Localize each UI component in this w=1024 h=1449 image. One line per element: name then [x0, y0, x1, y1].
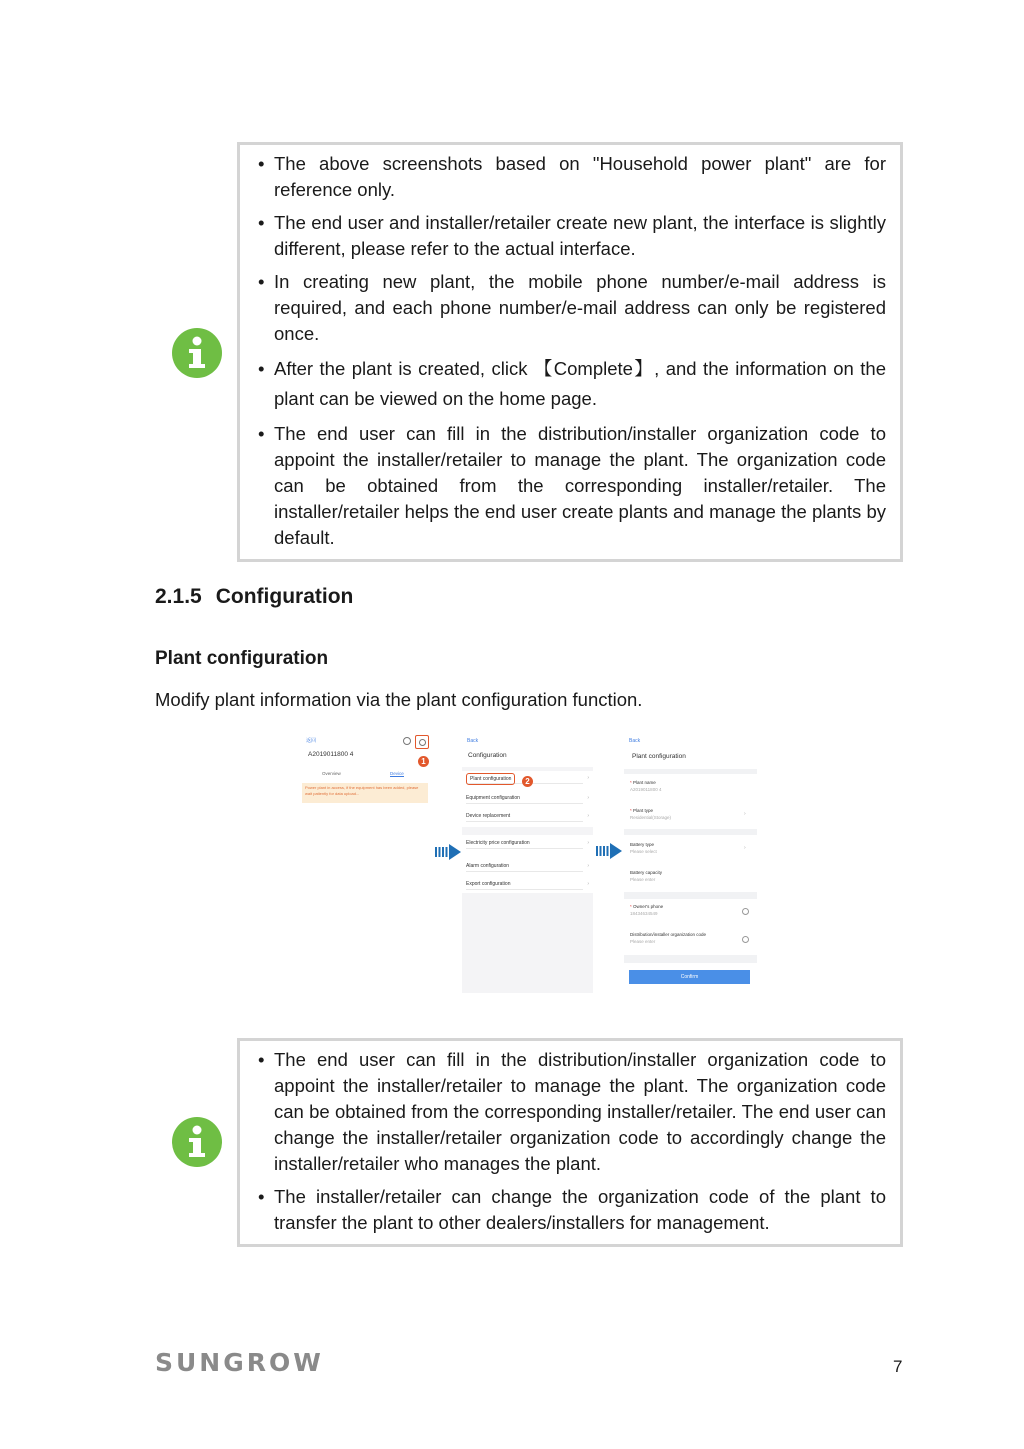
settings-icon[interactable] — [415, 735, 429, 749]
note-box-organization-code — [237, 1038, 903, 1247]
screen-title: Configuration — [468, 752, 507, 759]
screenshot-plant-home — [300, 733, 433, 808]
field-label: Owner's phone — [633, 904, 664, 909]
section-number: 2.1.5 — [155, 585, 202, 608]
menu-item-device-replacement[interactable] — [466, 811, 589, 822]
field-value: 18434634549 — [630, 911, 658, 916]
owner-phone-field[interactable]: * Owner's phone 18434634549 — [630, 904, 664, 916]
info-icon — [172, 328, 222, 378]
chevron-right-icon: › — [744, 845, 746, 851]
field-label: Battery capacity — [630, 870, 663, 875]
menu-item-label: Export configuration — [466, 881, 511, 887]
section-gap — [624, 955, 757, 963]
chevron-right-icon: › — [587, 863, 589, 869]
screenshot-configuration — [462, 733, 593, 993]
field-value: Residential(Storage) — [630, 815, 672, 820]
menu-item-label: Alarm configuration — [466, 863, 510, 869]
battery-capacity-field[interactable] — [630, 869, 662, 883]
chevron-right-icon: › — [744, 811, 746, 817]
page-number: 7 — [893, 1357, 903, 1376]
tab-device[interactable]: Device — [390, 771, 404, 776]
screen-title: Plant configuration — [632, 753, 686, 760]
menu-item-electricity-price[interactable] — [466, 838, 589, 849]
config-group-b — [462, 835, 593, 893]
field-label: Plant name — [633, 780, 656, 785]
note-item: • The end user can fill in the distribution/installer organization code to appoint the installer/retailer to manage the plant. The organization code can be obtained from the corresponding installer/retailer. The installer/retailer helps the end user create plants and manage the plants by default. — [258, 421, 886, 551]
field-value: Please select — [630, 849, 657, 854]
chevron-right-icon: › — [587, 795, 589, 801]
menu-item-label: Plant configuration — [466, 773, 515, 785]
menu-item-equipment-configuration[interactable] — [466, 793, 589, 804]
arrow-right-icon — [435, 844, 461, 860]
menu-item-label: Electricity price configuration — [466, 840, 530, 846]
field-label: Battery type — [630, 842, 655, 847]
note-item: • In creating new plant, the mobile phone number/e-mail address is required, and each phone number/e-mail address can only be registered once. — [258, 269, 886, 347]
step-badge: 1 — [418, 756, 429, 767]
battery-type-field[interactable] — [630, 841, 657, 855]
note-item: • The end user and installer/retailer create new plant, the interface is slightly different, please refer to the actual interface. — [258, 210, 886, 262]
info-icon — [172, 1117, 222, 1167]
sungrow-logo: SUNGROW — [155, 1348, 324, 1377]
note-item: • The above screenshots based on "Household power plant" are for reference only. — [258, 151, 886, 203]
help-icon[interactable] — [742, 908, 749, 915]
section-gap — [624, 892, 757, 899]
org-code-field[interactable] — [630, 931, 706, 945]
help-icon[interactable] — [742, 936, 749, 943]
section-gap — [624, 829, 757, 835]
arrow-right-icon — [596, 843, 622, 859]
plant-name-field[interactable]: * Plant name A2019011800 4 — [630, 780, 662, 792]
plant-type-field[interactable]: * Plant type Residential(Storage) — [630, 808, 672, 820]
back-link[interactable]: Back — [629, 738, 641, 744]
chevron-right-icon: › — [587, 775, 589, 781]
nav-bar — [462, 733, 593, 767]
menu-item-alarm-configuration[interactable] — [466, 861, 589, 872]
back-link[interactable]: 返回 — [306, 738, 317, 744]
field-value: Please enter — [630, 939, 656, 944]
menu-item-label: Device replacement — [466, 813, 511, 819]
chevron-right-icon: › — [587, 840, 589, 846]
plant-id: A2019011800 4 — [308, 751, 354, 758]
section-heading — [155, 585, 353, 609]
confirm-button[interactable]: Confirm — [629, 970, 750, 984]
field-label: Distribution/installer organization code — [630, 932, 707, 937]
config-group-a — [462, 771, 593, 827]
note-item: • After the plant is created, click 【Complete】, and the information on the plant can be viewed on the home page. — [258, 354, 886, 414]
menu-item-export-configuration[interactable] — [466, 879, 589, 890]
tab-overview[interactable]: Overview — [322, 771, 341, 776]
note-item: • The end user can fill in the distribution/installer organization code to appoint the installer/retailer to manage the plant. The organization code can be obtained from the corresponding installer/retailer. The end user can change the installer/retailer organization code to accordingly change the installer/retailer who manages the plant. — [258, 1047, 886, 1177]
field-label: Plant type — [633, 808, 654, 813]
step-badge: 2 — [522, 776, 533, 787]
search-icon[interactable] — [403, 737, 411, 745]
section-title: Configuration — [215, 585, 354, 608]
body-paragraph: Modify plant information via the plant configuration function. — [155, 689, 643, 710]
subsection-heading: Plant configuration — [155, 648, 329, 669]
chevron-right-icon: › — [587, 881, 589, 887]
gear-icon — [419, 739, 426, 746]
access-banner: Power plant in access, if the equipment has been added, please wait patiently for data upload... — [302, 783, 428, 803]
screenshot-plant-configuration — [624, 733, 757, 988]
section-gap — [624, 769, 757, 774]
menu-item-label: Equipment configuration — [466, 795, 520, 801]
field-value: A2019011800 4 — [630, 787, 662, 792]
back-link[interactable]: Back — [467, 738, 479, 744]
field-value: Please enter — [630, 877, 656, 882]
note-box-reference — [237, 142, 903, 562]
note-item: • The installer/retailer can change the organization code of the plant to transfer the plant to other dealers/installers for management. — [258, 1184, 886, 1236]
chevron-right-icon: › — [587, 813, 589, 819]
